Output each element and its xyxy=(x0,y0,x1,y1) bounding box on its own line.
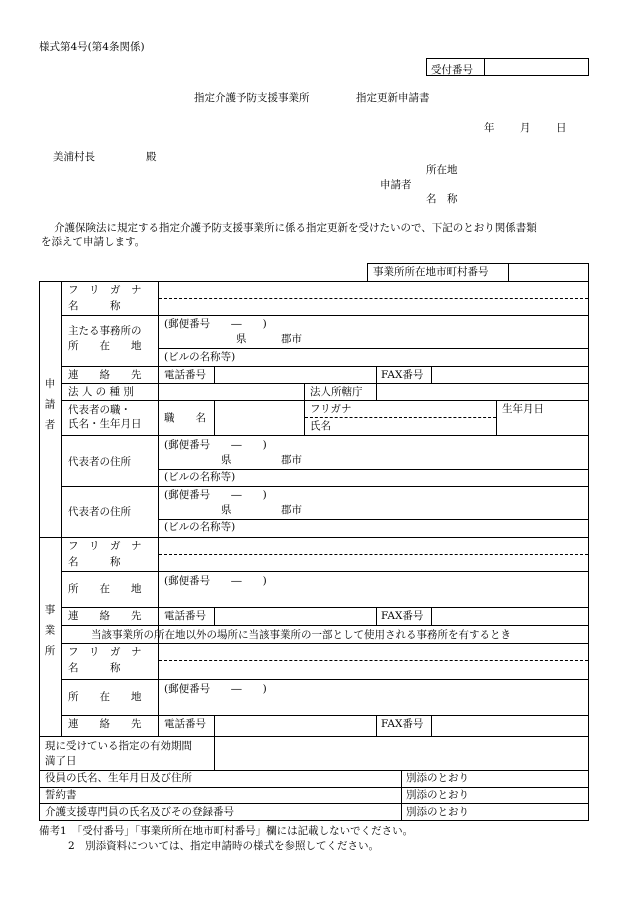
birthdate-label: 生年月日 xyxy=(502,403,544,415)
receipt-number-label: 受付番号 xyxy=(427,59,485,75)
rep-address-label-1: 代表者の住所 xyxy=(68,456,131,468)
note-2: 2 別添資料については、指定申請時の様式を参照してください。 xyxy=(68,840,379,852)
rep-address-postal-1: (郵便番号 ― ) xyxy=(164,439,267,451)
receipt-number-box xyxy=(426,58,589,76)
form-number: 様式第4号(第4条関係) xyxy=(39,41,145,53)
branch-furigana-label: フ リ ガ ナ xyxy=(68,646,142,658)
corp-type-label: 法 人 の 種 別 xyxy=(68,386,134,398)
addressee: 美浦村長 xyxy=(53,151,95,163)
branch-contact-label: 連 絡 先 xyxy=(68,718,142,730)
rep-address-building-1: (ビルの名称等) xyxy=(164,471,236,483)
rep-address-postal-2: (郵便番号 ― ) xyxy=(164,489,267,501)
rep-name-label: 氏名 xyxy=(310,420,331,432)
rep-address-city-2: 郡市 xyxy=(281,504,302,516)
main-office-postal: (郵便番号 ― ) xyxy=(164,318,267,330)
officers-attached: 別添のとおり xyxy=(406,772,469,784)
form-title-right: 指定更新申請書 xyxy=(356,92,430,104)
applicant-furigana-label: フ リ ガ ナ xyxy=(68,284,142,296)
rep-address-city-1: 郡市 xyxy=(281,454,302,466)
date-month: 月 xyxy=(520,122,531,134)
branch-postal: (郵便番号 ― ) xyxy=(164,683,267,695)
branch-phone-label: 電話番号 xyxy=(164,718,206,730)
jurisdiction-label: 法人所轄庁 xyxy=(310,386,363,398)
intro-text-line2: を添えて申請します。 xyxy=(41,236,146,248)
applicant-name-label: 名 称 xyxy=(426,193,458,205)
office-location-label: 所 在 地 xyxy=(68,583,142,595)
branch-name-label: 名 称 xyxy=(68,662,121,674)
position-label: 職 名 xyxy=(164,412,206,424)
office-furigana-label: フ リ ガ ナ xyxy=(68,540,142,552)
rep-address-building-2: (ビルの名称等) xyxy=(164,521,236,533)
municipality-code-field[interactable] xyxy=(509,264,588,282)
intro-text-line1: 介護保険法に規定する指定介護予防支援事業所に係る指定更新を受けたいので、下記のとおり関係書類 xyxy=(54,222,537,234)
validity-label-1: 現に受けている指定の有効期間 xyxy=(45,740,192,752)
rep-address-prefecture-2: 県 xyxy=(221,504,232,516)
receipt-number-field[interactable] xyxy=(485,59,588,75)
rep-address-label-2: 代表者の住所 xyxy=(68,506,131,518)
office-name-label: 名 称 xyxy=(68,556,121,568)
applicant-contact-label: 連 絡 先 xyxy=(68,369,142,381)
branch-office-note: 当該事業所の所在地以外の場所に当該事業所の一部として使用される事務所を有するとき xyxy=(91,629,511,641)
branch-fax-label: FAX番号 xyxy=(381,718,424,730)
office-fax-label: FAX番号 xyxy=(381,610,424,622)
main-office-city: 郡市 xyxy=(281,333,302,345)
main-office-label-1: 主たる事務所の xyxy=(68,325,142,337)
date-day: 日 xyxy=(556,122,567,134)
specialist-attached: 別添のとおり xyxy=(406,806,469,818)
representative-label-1: 代表者の職・ xyxy=(68,404,131,416)
officers-label: 役員の氏名、生年月日及び住所 xyxy=(45,772,192,784)
date-year: 年 xyxy=(484,122,495,134)
office-postal: (郵便番号 ― ) xyxy=(164,575,267,587)
specialist-label: 介護支援専門員の氏名及びその登録番号 xyxy=(45,806,234,818)
applicant-fax-label: FAX番号 xyxy=(381,369,424,381)
main-office-prefecture: 県 xyxy=(236,333,247,345)
applicant-name-row-label: 名 称 xyxy=(68,300,121,312)
validity-label-2: 満了日 xyxy=(45,755,77,767)
rep-address-prefecture-1: 県 xyxy=(221,454,232,466)
honorific: 殿 xyxy=(146,151,157,163)
main-office-label-2: 所 在 地 xyxy=(68,340,142,352)
main-office-building: (ビルの名称等) xyxy=(164,351,236,363)
applicant-phone-label: 電話番号 xyxy=(164,369,206,381)
applicant-label: 申請者 xyxy=(380,179,412,191)
office-contact-label: 連 絡 先 xyxy=(68,610,142,622)
office-section-label: 事業所 xyxy=(43,604,56,666)
form-title-left: 指定介護予防支援事業所 xyxy=(194,92,310,104)
applicant-section-label: 申請者 xyxy=(43,378,56,440)
applicant-address-label: 所在地 xyxy=(426,164,458,176)
pledge-label: 誓約書 xyxy=(45,789,77,801)
pledge-attached: 別添のとおり xyxy=(406,789,469,801)
office-phone-label: 電話番号 xyxy=(164,610,206,622)
municipality-code-label: 事業所所在地市町村番号 xyxy=(373,266,489,278)
branch-location-label: 所 在 地 xyxy=(68,691,142,703)
representative-label-2: 氏名・生年月日 xyxy=(68,418,142,430)
rep-furigana-label: フリガナ xyxy=(310,403,352,415)
note-1: 備考1 「受付番号」「事業所所在地市町村番号」欄には記載しないでください。 xyxy=(39,825,414,837)
